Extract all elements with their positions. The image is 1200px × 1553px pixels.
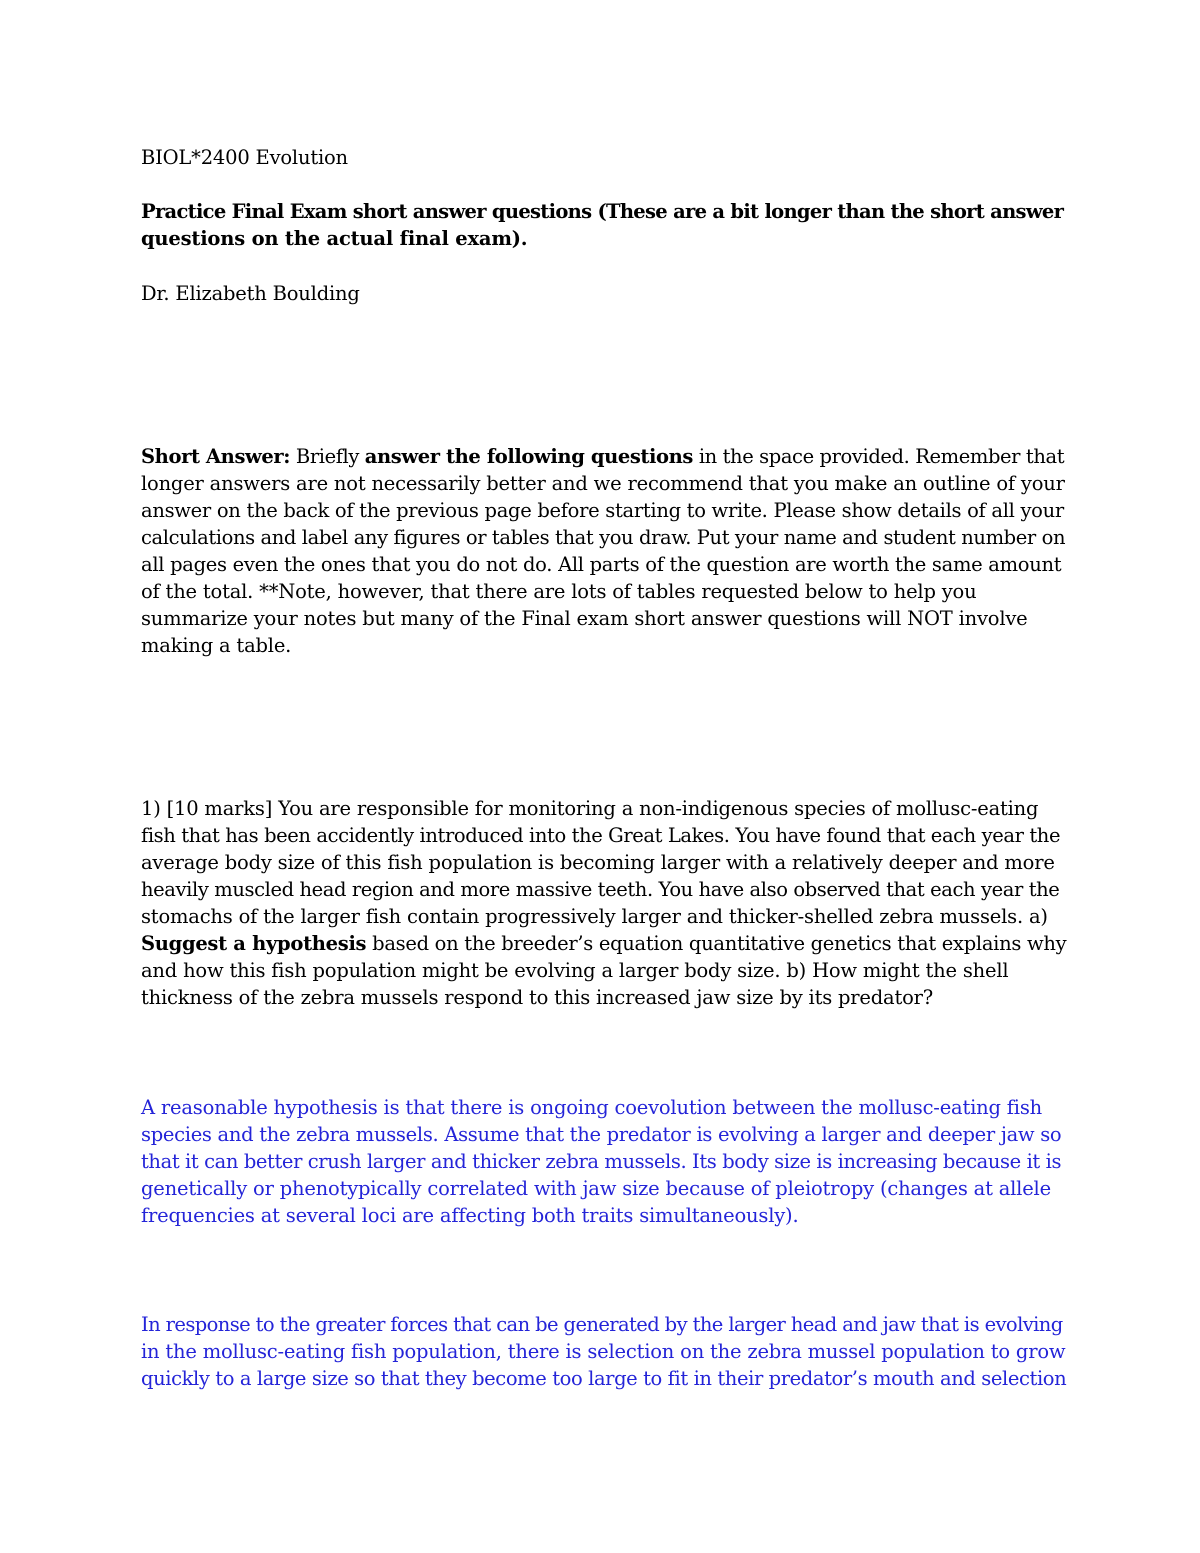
short-answer-label: Short Answer: <box>141 445 291 468</box>
exam-title <box>141 198 1066 252</box>
instructions-text: in the space provided. Remember that <box>693 445 1065 468</box>
answer-line: species and the zebra mussels. Assume that the predator is evolving a larger and deeper jaw so <box>141 1123 1062 1146</box>
instructions-line: all pages even the ones that you do not do. All parts of the question are worth the same amount <box>141 553 1062 576</box>
instructions-line: of the total. **Note, however, that there are lots of tables requested below to help you <box>141 580 977 603</box>
instructions-emphasis: answer the following questions <box>364 445 694 468</box>
instructions-line: making a table. <box>141 634 292 657</box>
author-line <box>141 280 1066 307</box>
question-line: 1) [10 marks] You are responsible for monitoring a non-indigenous species of mollusc-eating <box>141 797 1039 820</box>
question-line: heavily muscled head region and more massive teeth. You have also observed that each year the <box>141 878 1060 901</box>
answer-1-part-a <box>141 1094 1066 1229</box>
answer-line: that it can better crush larger and thicker zebra mussels. Its body size is increasing because it is <box>141 1150 1062 1173</box>
instructions-line: calculations and label any figures or tables that you draw. Put your name and student number on <box>141 526 1066 549</box>
instructions-line: answer on the back of the previous page before starting to write. Please show details of all your <box>141 499 1064 522</box>
instructions-first-line <box>141 443 1066 470</box>
instructions-line: summarize your notes but many of the Final exam short answer questions will NOT involve <box>141 607 1028 630</box>
author-name: Dr. Elizabeth Boulding <box>141 282 360 305</box>
answer-line: frequencies at several loci are affecting both traits simultaneously). <box>141 1204 799 1227</box>
answer-line: In response to the greater forces that can be generated by the larger head and jaw that is evolving <box>141 1313 1063 1336</box>
question-text: based on the breeder’s equation quantitative genetics that explains why <box>366 932 1067 955</box>
question-1 <box>141 795 1066 1011</box>
question-line: fish that has been accidently introduced into the Great Lakes. You have found that each year the <box>141 824 1061 847</box>
question-line: and how this fish population might be evolving a larger body size. b) How might the shell <box>141 959 1009 982</box>
question-emphasis: Suggest a hypothesis <box>141 932 367 955</box>
instructions-text: Briefly <box>290 445 365 468</box>
answer-line: quickly to a large size so that they become too large to fit in their predator’s mouth and selection <box>141 1367 1067 1390</box>
exam-title-line: questions on the actual final exam). <box>141 227 528 250</box>
instructions-line: longer answers are not necessarily better and we recommend that you make an outline of your <box>141 472 1065 495</box>
answer-1-part-b <box>141 1311 1066 1392</box>
question-line: thickness of the zebra mussels respond to this increased jaw size by its predator? <box>141 986 934 1009</box>
answer-line: genetically or phenotypically correlated with jaw size because of pleiotropy (changes at allele <box>141 1177 1051 1200</box>
exam-title-line: Practice Final Exam short answer questions (These are a bit longer than the short answer <box>141 200 1064 223</box>
question-line <box>141 930 1066 957</box>
instructions-paragraph <box>141 443 1066 659</box>
course-title: BIOL*2400 Evolution <box>141 146 348 169</box>
course-heading <box>141 144 1066 171</box>
answer-line: A reasonable hypothesis is that there is ongoing coevolution between the mollusc-eating fish <box>141 1096 1042 1119</box>
question-line: stomachs of the larger fish contain progressively larger and thicker-shelled zebra mussels. a) <box>141 905 1048 928</box>
question-line: average body size of this fish population is becoming larger with a relatively deeper and more <box>141 851 1055 874</box>
answer-line: in the mollusc-eating fish population, there is selection on the zebra mussel population to grow <box>141 1340 1066 1363</box>
